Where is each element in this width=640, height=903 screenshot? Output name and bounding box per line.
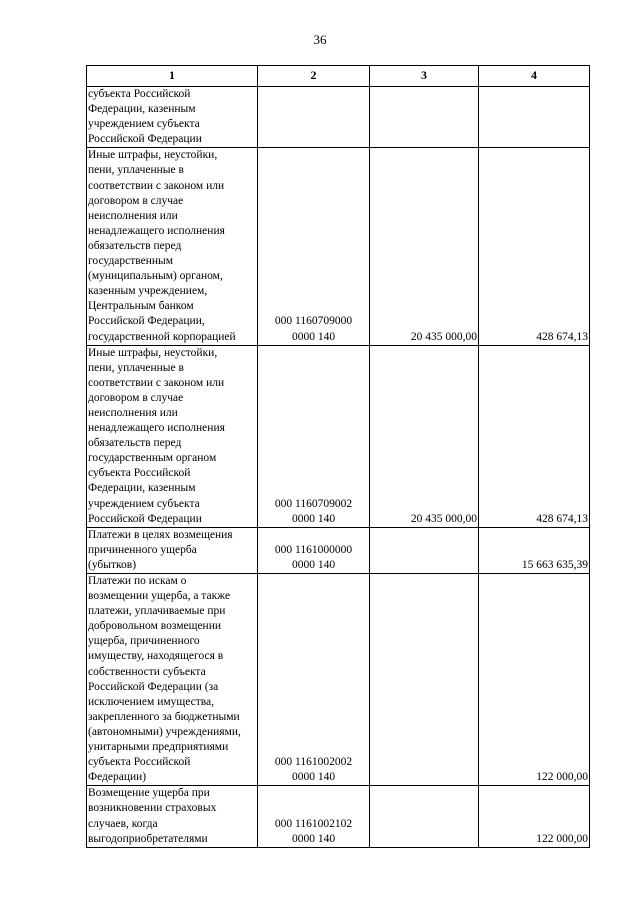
- budget-table: [86, 65, 590, 848]
- row-value-cell: 122 000,00: [479, 786, 590, 847]
- table-row: [87, 574, 590, 786]
- row-code-cell: 000 1160709002 0000 140: [258, 345, 370, 527]
- row-value-cell: 15 663 635,39: [479, 527, 590, 573]
- table-row: [87, 786, 590, 847]
- row-name-cell: Платежи по искам о возмещении ущерба, а также платежи, уплачиваемые при добровольном возмещении ущерба, причиненного имуществу, находящегося в собственности субъекта Российской Федерации (за исключением имущества, закрепленного за бюджетными (автономными) учреждениями, унитарными предприятиями субъекта Российской Федерации): [87, 574, 258, 786]
- row-code-cell: 000 1161002002 0000 140: [258, 574, 370, 786]
- table-row: [87, 345, 590, 527]
- row-name-cell: Платежи в целях возмещения причиненного ущерба (убытков): [87, 527, 258, 573]
- row-value-cell: 20 435 000,00: [370, 345, 479, 527]
- row-code-cell: 000 1161002102 0000 140: [258, 786, 370, 847]
- row-value-cell: [370, 527, 479, 573]
- row-value-cell: 428 674,13: [479, 148, 590, 345]
- column-header: 4: [479, 66, 590, 87]
- row-value-cell: 20 435 000,00: [370, 148, 479, 345]
- row-value-cell: [370, 87, 479, 148]
- column-header: 2: [258, 66, 370, 87]
- row-value-cell: [479, 87, 590, 148]
- row-value-cell: [370, 574, 479, 786]
- row-code-cell: 000 1161000000 0000 140: [258, 527, 370, 573]
- row-name-cell: Иные штрафы, неустойки, пени, уплаченные в соответствии с законом или договором в случае неисполнения или ненадлежащего исполнения обязательств перед государственным органом субъекта Российской Федерации, казенным учреждением субъекта Российской Федерации: [87, 345, 258, 527]
- row-value-cell: [370, 786, 479, 847]
- table-row: [87, 527, 590, 573]
- column-header: 3: [370, 66, 479, 87]
- row-name-cell: Возмещение ущерба при возникновении страховых случаев, когда выгодоприобретателями: [87, 786, 258, 847]
- column-header: 1: [87, 66, 258, 87]
- row-code-cell: [258, 87, 370, 148]
- row-value-cell: 122 000,00: [479, 574, 590, 786]
- row-code-cell: 000 1160709000 0000 140: [258, 148, 370, 345]
- table-row: [87, 87, 590, 148]
- row-value-cell: 428 674,13: [479, 345, 590, 527]
- row-name-cell: субъекта Российской Федерации, казенным учреждением субъекта Российской Федерации: [87, 87, 258, 148]
- table-row: [87, 148, 590, 345]
- table-header-row: [87, 66, 590, 87]
- page-number: 36: [313, 32, 327, 47]
- row-name-cell: Иные штрафы, неустойки, пени, уплаченные в соответствии с законом или договором в случае неисполнения или ненадлежащего исполнения обязательств перед государственным (муниципальным) органом, казенным учреждением, Центральным банком Российской Федерации, государственной корпорацией: [87, 148, 258, 345]
